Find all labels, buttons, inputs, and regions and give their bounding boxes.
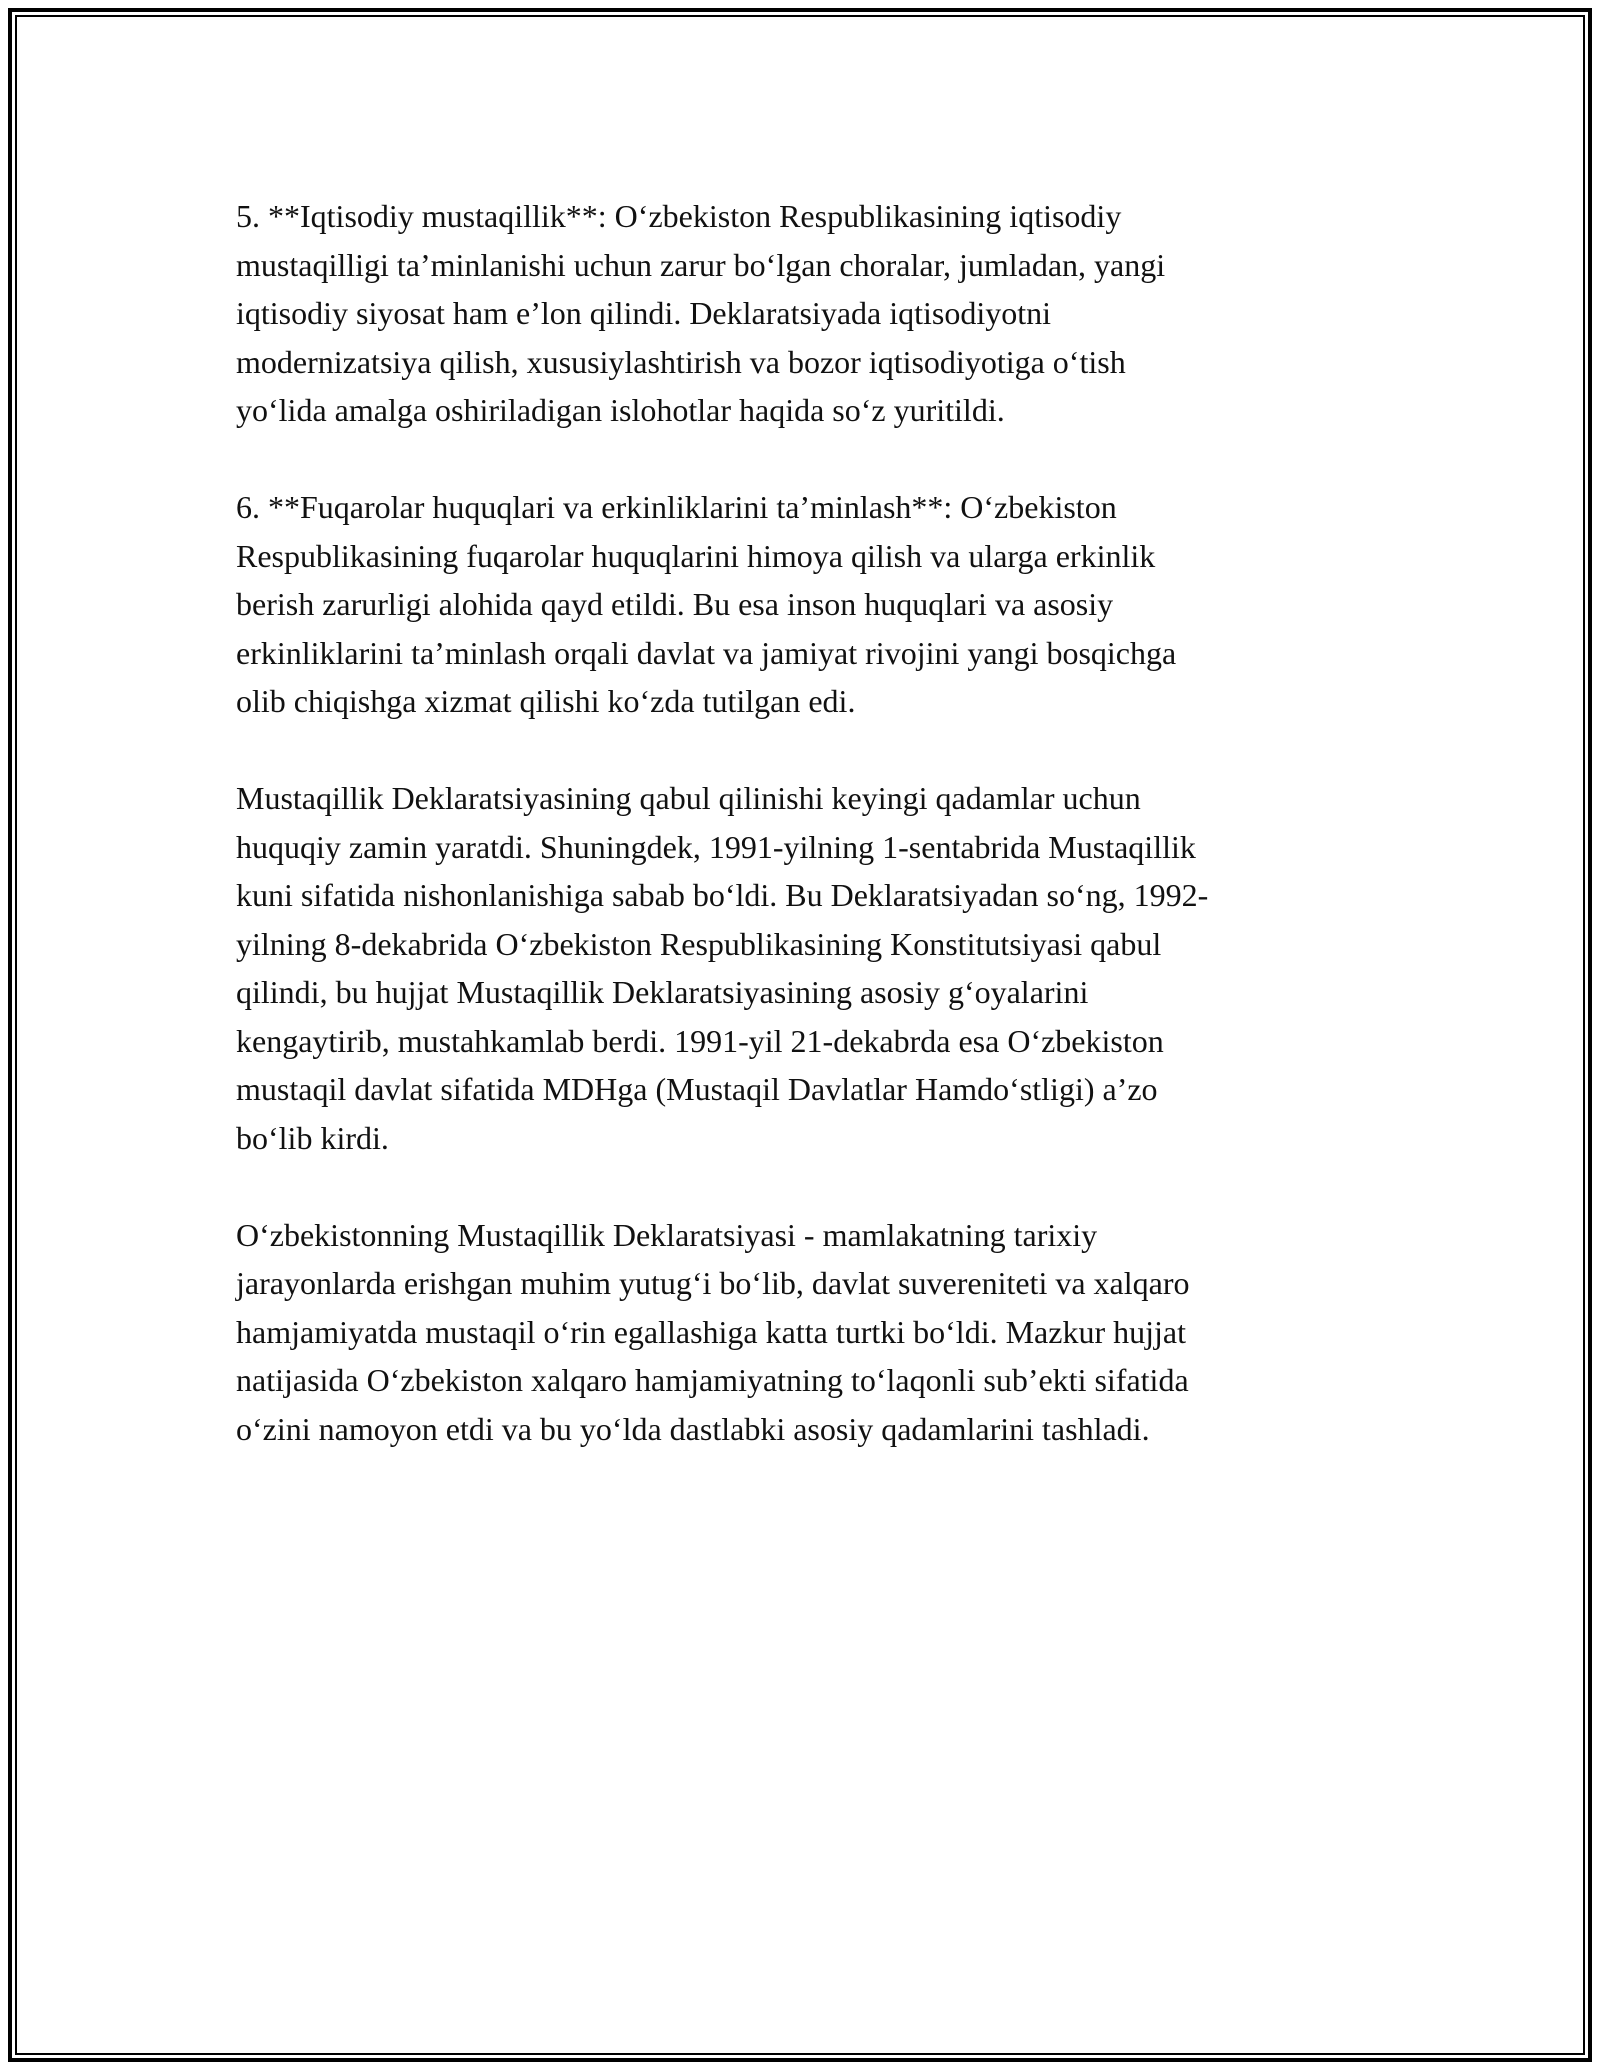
paragraph-economic-independence: 5. **Iqtisodiy mustaqillik**: O‘zbekiston Respublikasining iqtisodiy mustaqilligi ta’minlanishi uchun zarur bo‘lgan choralar, jumladan, yangi iqtisodiy siyosat ham e’lon qilindi. Deklaratsiyada iqtisodiyotni modernizatsiya qilish, xususiylashtirish va bozor iqtisodiyotiga o‘tish yo‘lida amalga oshiriladigan islohotlar haqida so‘z yuritildi. xyxy=(236,198,1166,428)
paragraph-legal-foundation: Mustaqillik Deklaratsiyasining qabul qilinishi keyingi qadamlar uchun huquqiy zamin yaratdi. Shuningdek, 1991-yilning 1-sentabrida Mustaqillik kuni sifatida nishonlanishiga sabab bo‘ldi. Bu Deklaratsiyadan so‘ng, 1992- yilning 8-dekabrida O‘zbekiston Respublikasining Konstitutsiyasi qabul qilindi, bu hujjat Mustaqillik Deklaratsiyasining asosiy g‘oyalarini kengaytirib, mustahkamlab berdi. 1991-yil 21-dekabrda esa O‘zbekiston mustaqil davlat sifatida MDHga (Mustaqil Davlatlar Hamdo‘stligi) a’zo bo‘lib kirdi. xyxy=(236,780,1209,1156)
page-frame xyxy=(8,8,1592,2062)
paragraph-conclusion: O‘zbekistonning Mustaqillik Deklaratsiyasi - mamlakatning tarixiy jarayonlarda erishgan muhim yutug‘i bo‘lib, davlat suvereniteti va xalqaro hamjamiyatda mustaqil o‘rin egallashiga katta turtki bo‘ldi. Mazkur hujjat natijasida O‘zbekiston xalqaro hamjamiyatning to‘laqonli sub’ekti sifatida o‘zini namoyon etdi va bu yo‘lda dastlabki asosiy qadamlarini tashladi. xyxy=(236,1216,1190,1447)
paragraph-citizens-rights: 6. **Fuqarolar huquqlari va erkinliklarini ta’minlash**: O‘zbekiston Respublikasining fuqarolar huquqlarini himoya qilish va ularga erkinlik berish zarurligi alohida qayd etildi. Bu esa inson huquqlari va asosiy erkinliklarini ta’minlash orqali davlat va jamiyat rivojini yangi bosqichga olib chiqishga xizmat qilishi ko‘zda tutilgan edi. xyxy=(236,489,1177,719)
document-body xyxy=(236,192,1376,1502)
